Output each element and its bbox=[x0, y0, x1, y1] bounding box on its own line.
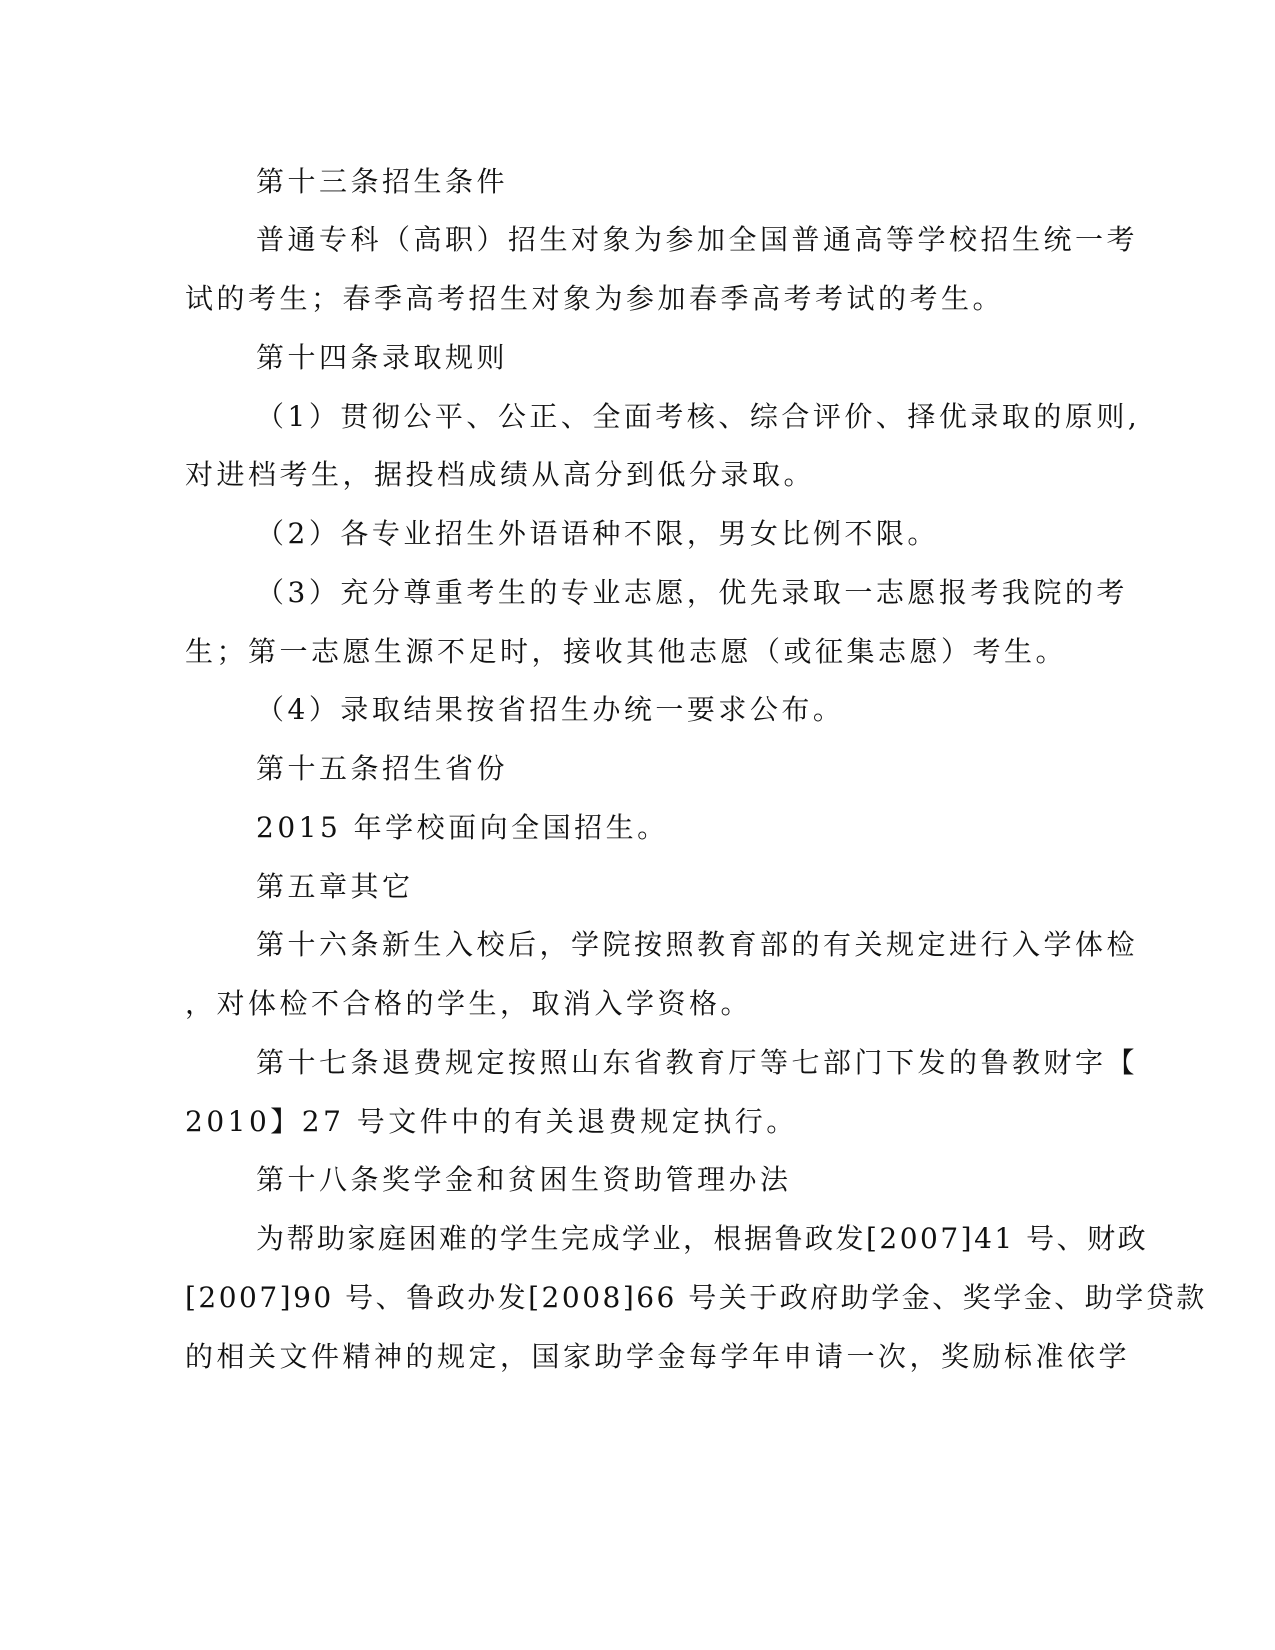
paragraph-line: 生；第一志愿生源不足时，接收其他志愿（或征集志愿）考生。 bbox=[185, 635, 1068, 668]
paragraph-line: 2015 年学校面向全国招生。 bbox=[256, 811, 669, 844]
paragraph-line: ，对体检不合格的学生，取消入学资格。 bbox=[185, 987, 753, 1020]
paragraph-line: 第十七条退费规定按照山东省教育厅等七部门下发的鲁教财字【 bbox=[256, 1046, 1139, 1079]
article-13-heading: 第十三条招生条件 bbox=[256, 165, 509, 198]
paragraph-line: （3）充分尊重考生的专业志愿，优先录取一志愿报考我院的考 bbox=[256, 576, 1128, 609]
paragraph-line: 第十六条新生入校后，学院按照教育部的有关规定进行入学体检 bbox=[256, 928, 1139, 961]
paragraph-line: 对进档考生，据投档成绩从高分到低分录取。 bbox=[185, 458, 816, 491]
paragraph-line: （1）贯彻公平、公正、全面考核、综合评价、择优录取的原则, bbox=[256, 400, 1141, 433]
paragraph-line: 的相关文件精神的规定，国家助学金每学年申请一次，奖励标准依学 bbox=[185, 1340, 1131, 1373]
paragraph-line: 试的考生；春季高考招生对象为参加春季高考考试的考生。 bbox=[185, 282, 1005, 315]
paragraph-line: （4）录取结果按省招生办统一要求公布。 bbox=[256, 693, 845, 726]
article-18-heading: 第十八条奖学金和贫困生资助管理办法 bbox=[256, 1163, 792, 1196]
paragraph-line: 普通专科（高职）招生对象为参加全国普通高等学校招生统一考 bbox=[256, 223, 1139, 256]
chapter-5-heading: 第五章其它 bbox=[256, 870, 414, 903]
article-15-heading: 第十五条招生省份 bbox=[256, 752, 509, 785]
paragraph-line: 2010】27 号文件中的有关退费规定执行。 bbox=[185, 1105, 798, 1138]
paragraph-line: （2）各专业招生外语语种不限，男女比例不限。 bbox=[256, 517, 939, 550]
article-14-heading: 第十四条录取规则 bbox=[256, 341, 509, 374]
paragraph-line: 为帮助家庭困难的学生完成学业，根据鲁政发[2007]41 号、财政 bbox=[256, 1222, 1149, 1255]
paragraph-line: [2007]90 号、鲁政办发[2008]66 号关于政府助学金、奖学金、助学贷款 bbox=[185, 1281, 1207, 1314]
